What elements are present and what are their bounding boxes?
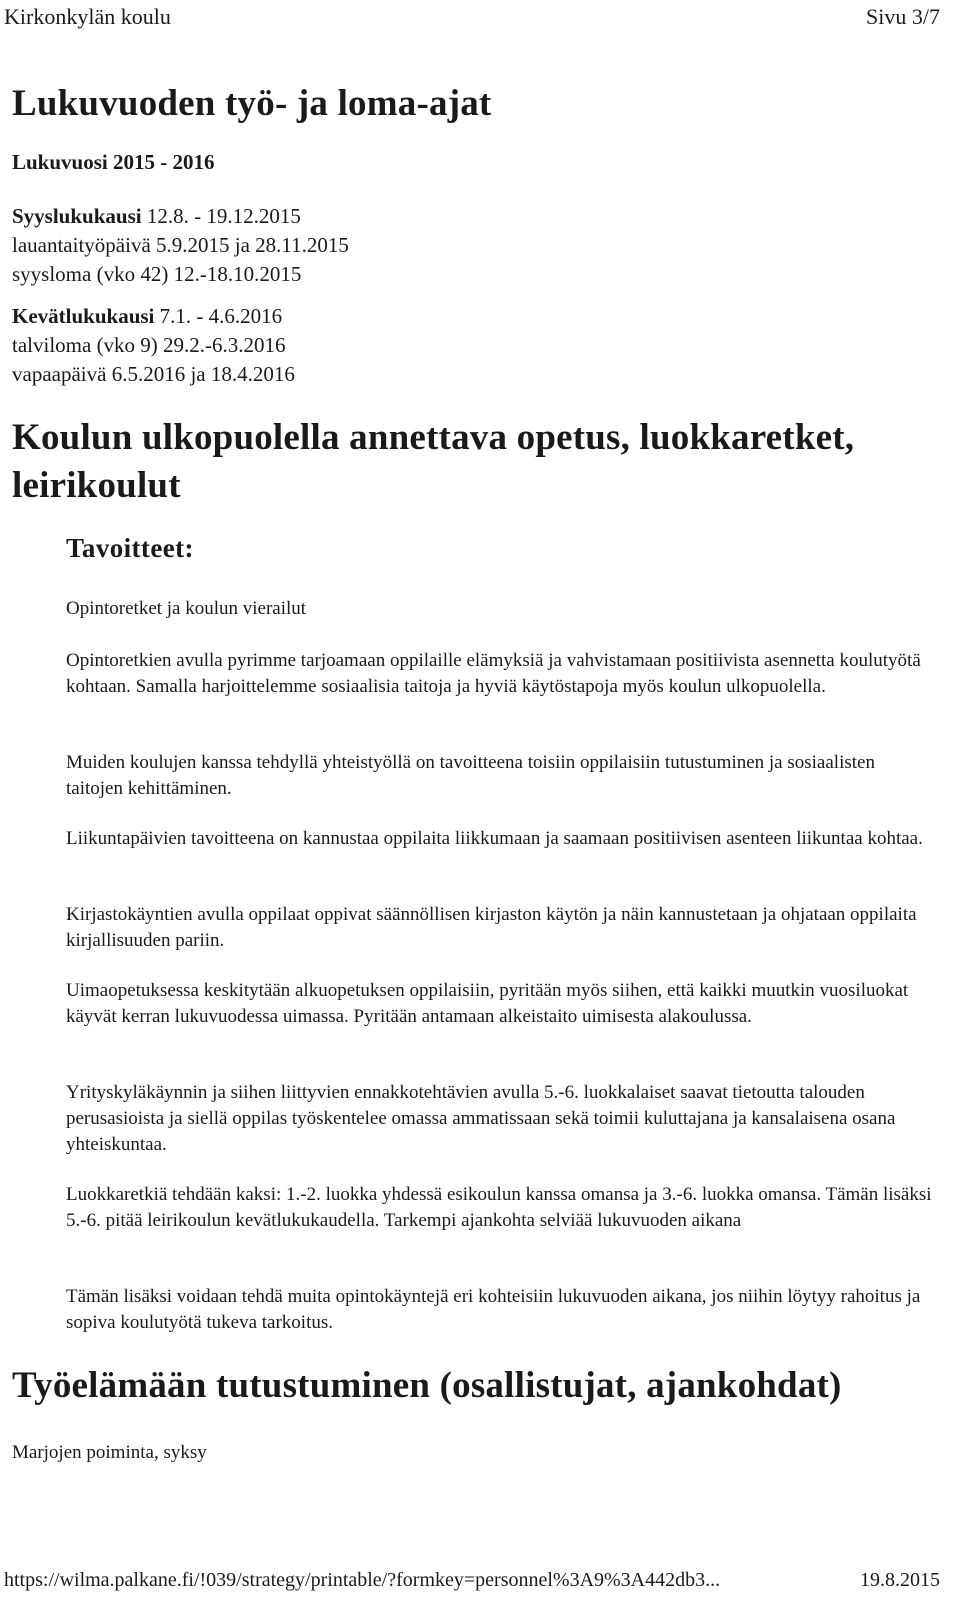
paragraph-sports-days: Liikuntapäivien tavoitteena on kannustaa oppilaita liikkumaan ja saamaan positiivisen asenteen liikuntaa kohtaa. <box>66 828 923 849</box>
paragraph-library-visits: Kirjastokäyntien avulla oppilaat oppivat säännöllisen kirjaston käytön ja näin kannustetaan ja ohjataan oppilaita kirjallisuuden pariin. <box>66 904 917 951</box>
paragraph-other-visits: Tämän lisäksi voidaan tehdä muita opintokäyntejä eri kohteisiin lukuvuoden aikana, jos niihin löytyy rahoitus ja sopiva koulutyötä tukeva tarkoitus. <box>66 1286 921 1333</box>
autumn-term-dates: 12.8. - 19.12.2015 <box>141 204 301 228</box>
school-name: Kirkonkylän koulu <box>4 4 171 29</box>
page-number: Sivu 3/7 <box>866 4 940 29</box>
school-year: Lukuvuosi 2015 - 2016 <box>12 150 215 174</box>
spring-days-off: vapaapäivä 6.5.2016 ja 18.4.2016 <box>12 362 295 386</box>
autumn-term-label: Syyslukukausi <box>12 204 142 228</box>
spring-term-dates: 7.1. - 4.6.2016 <box>154 304 283 328</box>
paragraph-company-village: Yrityskyläkäynnin ja siihen liittyvien ennakkotehtävien avulla 5.-6. luokkalaiset saavat tietoutta talouden perusasioista ja siellä oppilas työskentelee omassa ammatissaan sekä toimii kuluttajana ja kansalaisena osana yhteiskuntaa. <box>66 1082 896 1155</box>
autumn-term <box>12 202 349 289</box>
section-title-working-life: Työelämään tutustuminen (osallistujat, ajankohdat) <box>12 1365 842 1406</box>
paragraph-school-cooperation: Muiden koulujen kanssa tehdyllä yhteistyöllä on tavoitteena toisiin oppilaisiin tutustuminen ja sosiaalisten taitojen kehittäminen. <box>66 752 875 799</box>
paragraph-field-trips: Opintoretket ja koulun vierailut <box>66 598 307 619</box>
autumn-holiday: syysloma (vko 42) 12.-18.10.2015 <box>12 262 302 286</box>
berry-picking: Marjojen poiminta, syksy <box>12 1442 207 1463</box>
spring-term <box>12 302 295 389</box>
section-title-work-and-holidays: Lukuvuoden työ- ja loma-ajat <box>12 83 492 124</box>
footer-url: https://wilma.palkane.fi/!039/strategy/printable/?formkey=personnel%3A9%3A442db3... <box>4 1569 721 1591</box>
paragraph-swimming: Uimaopetuksessa keskitytään alkuopetuksen oppilaisiin, pyritään myös siihen, että kaikki muutkin vuosiluokat käyvät kerran lukuvuodessa uimassa. Pyritään antamaan alkeistaito uimisesta alakoulussa. <box>66 980 909 1027</box>
autumn-saturday-workdays: lauantaityöpäivä 5.9.2015 ja 28.11.2015 <box>12 233 349 257</box>
paragraph-class-trips: Luokkaretkiä tehdään kaksi: 1.-2. luokka yhdessä esikoulun kanssa omansa ja 3.-6. luokka omansa. Tämän lisäksi 5.-6. pitää leirikoulun kevätlukukaudella. Tarkempi ajankohta selviää lukuvuoden aikana <box>66 1184 932 1231</box>
spring-term-label: Kevätlukukausi <box>12 304 155 328</box>
paragraph-field-trip-goals: Opintoretkien avulla pyrimme tarjoamaan oppilaille elämyksiä ja vahvistamaan positiivista asennetta koulutyötä kohtaan. Samalla harjoittelemme sosiaalisia taitoja ja hyviä käytöstapoja myös koulun ulkopuolella. <box>66 650 921 697</box>
footer-date: 19.8.2015 <box>860 1569 940 1591</box>
spring-winter-holiday: talviloma (vko 9) 29.2.-6.3.2016 <box>12 333 286 357</box>
section-title-outside-teaching: Koulun ulkopuolella annettava opetus, luokkaretket, leirikoulut <box>12 417 855 507</box>
goals-heading: Tavoitteet: <box>66 533 194 563</box>
